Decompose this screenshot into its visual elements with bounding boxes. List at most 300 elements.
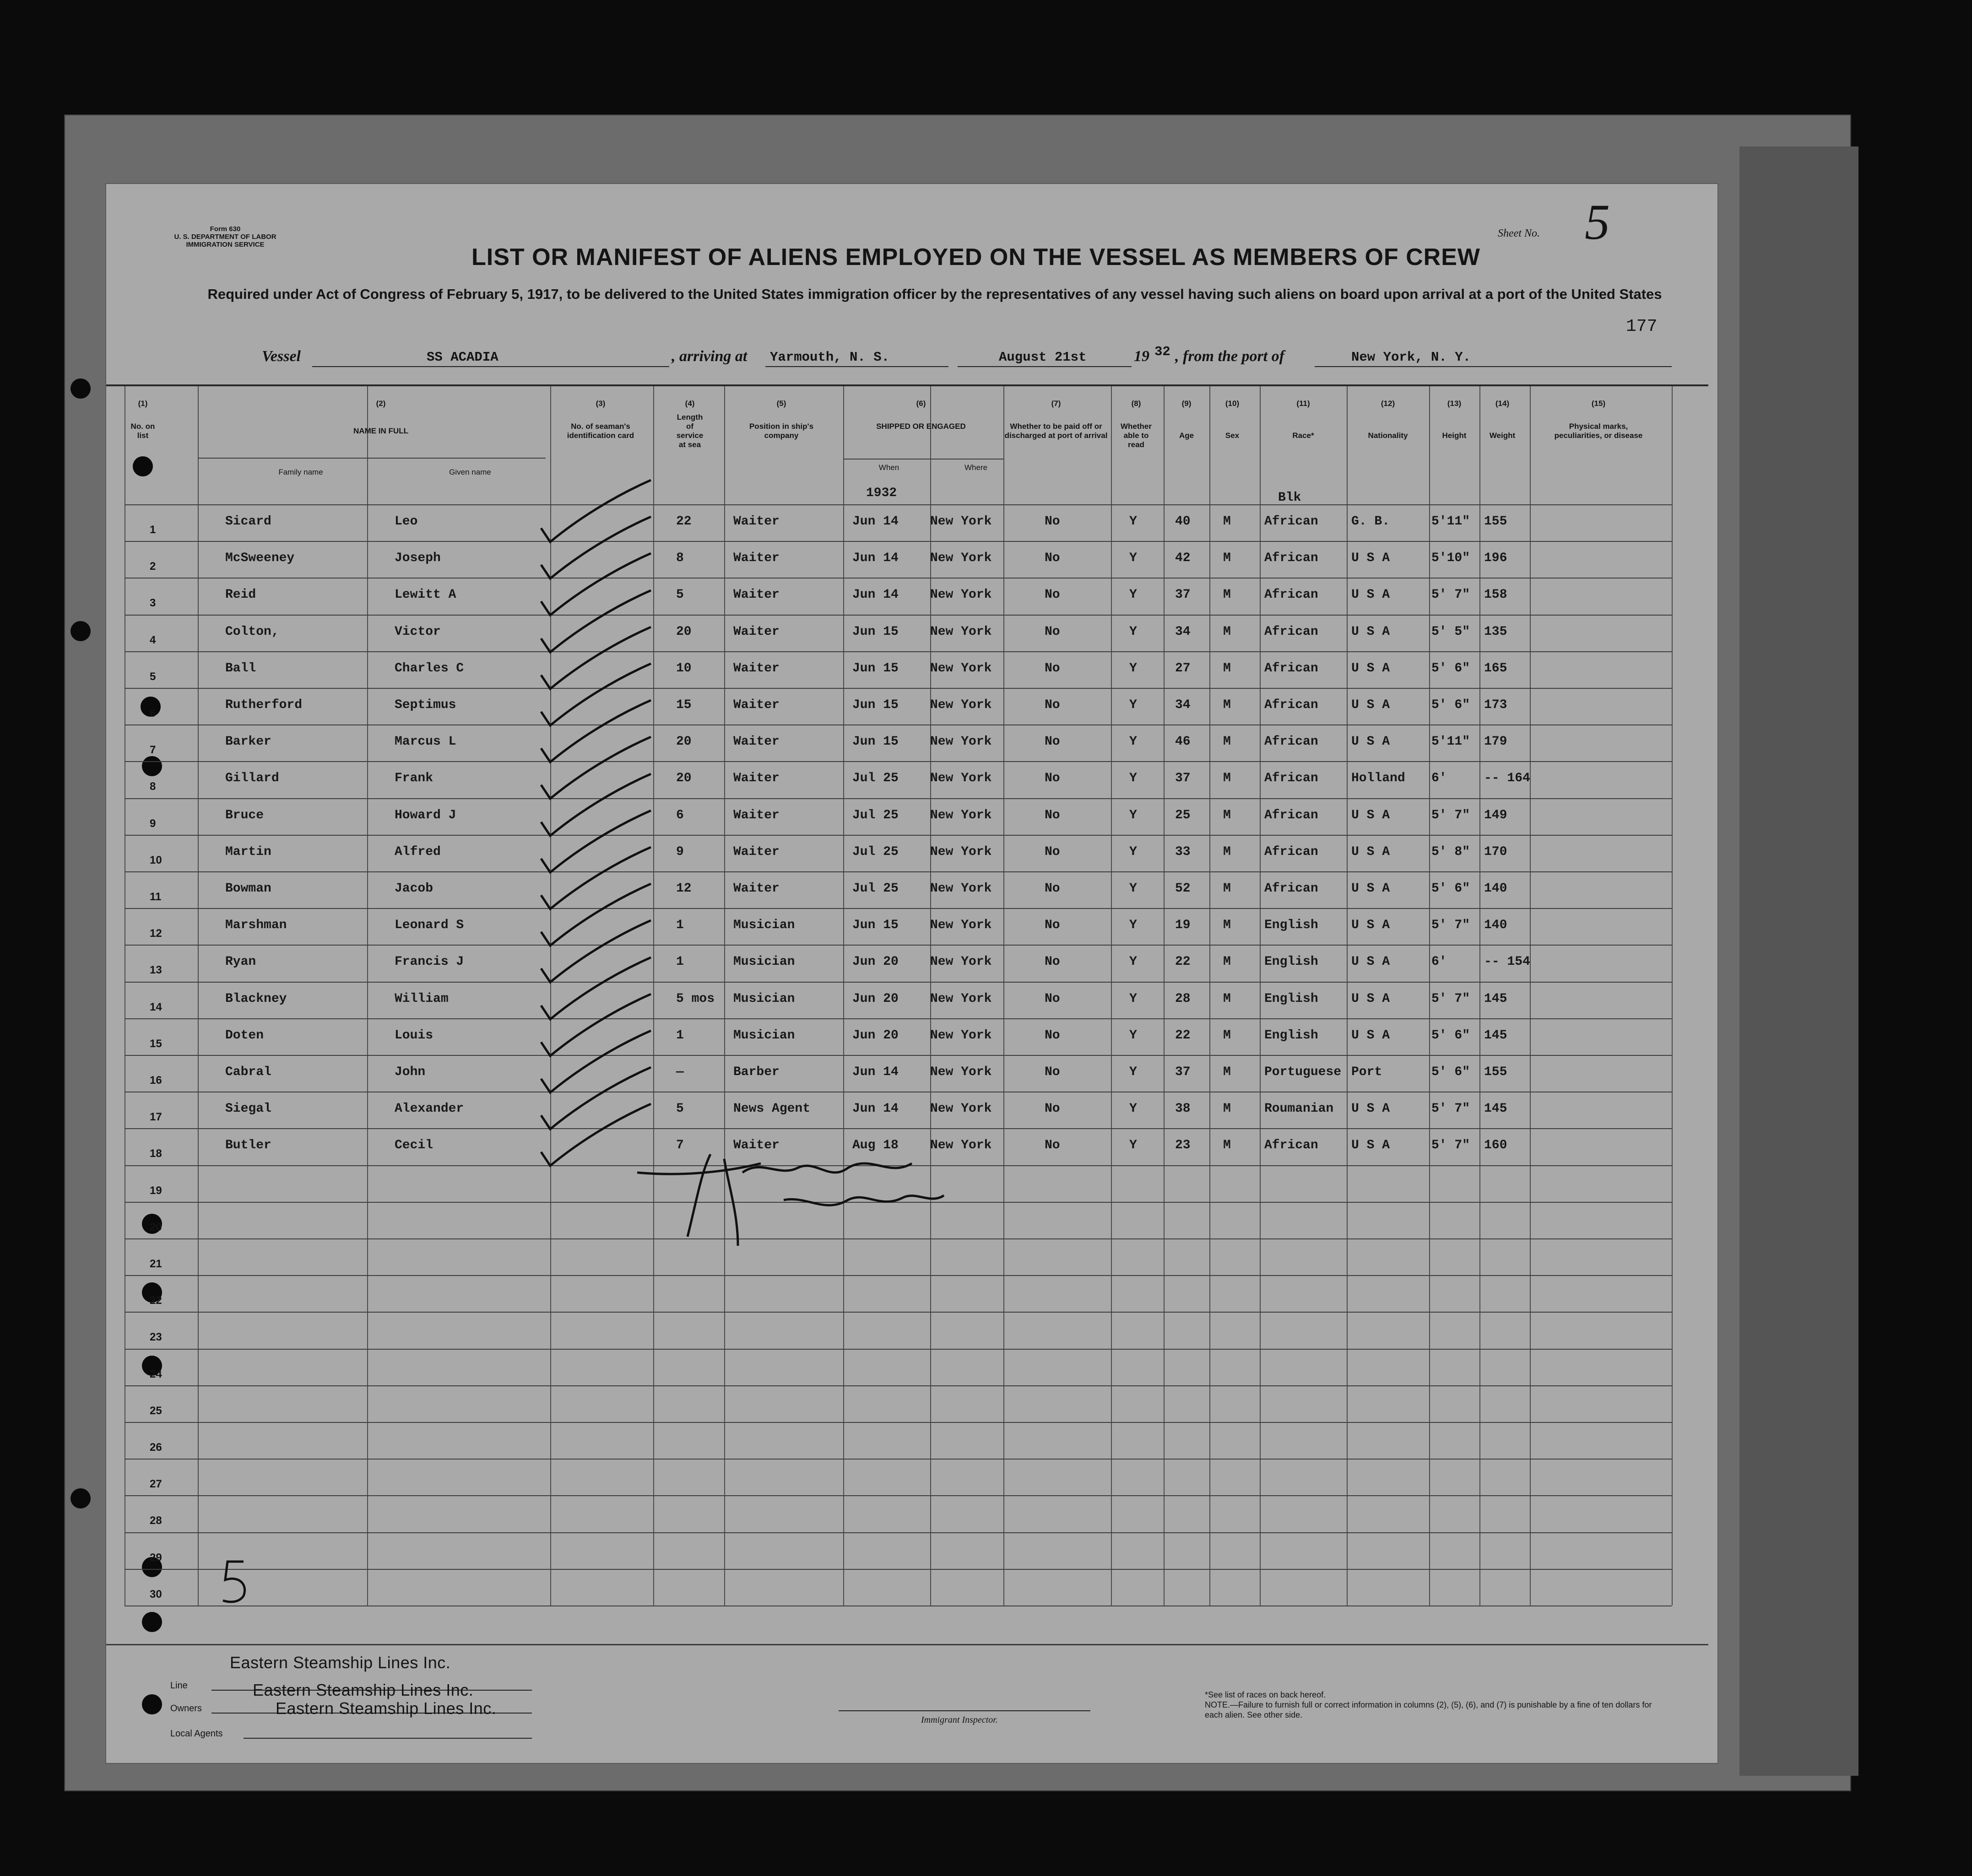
form-header [170,225,280,249]
sheet-number: 5 [1585,194,1610,250]
given-name-cell: Howard J [395,808,456,822]
shipped-where-cell: New York [930,1065,992,1079]
row-number: 1 [150,524,156,536]
able-to-read-cell: Y [1129,588,1137,602]
col8-header: (8) Whether able to read [1121,399,1152,449]
age-cell: 37 [1175,588,1191,602]
inspector-signature [633,1145,953,1264]
age-cell: 28 [1175,991,1191,1006]
nationality-cell: Port [1351,1065,1382,1079]
weight-cell: 145 [1484,1028,1507,1043]
nationality-cell: U S A [1351,955,1390,969]
race-cell: African [1264,881,1318,896]
row-number: 7 [150,744,156,757]
punch-hole [142,1694,162,1714]
page-subtitle: Required under Act of Congress of February 5, 1917, to be delivered to the United States immigration officer by the representatives of any vessel having such aliens on board upon arrival at a port of the United States [207,286,1662,302]
height-cell: 5' 7" [1431,1102,1470,1116]
given-name-cell: Cecil [395,1138,433,1153]
shipped-where-cell: New York [930,624,992,639]
service-cell: 1 [676,955,684,969]
family-name-cell: Gillard [225,771,279,786]
punch-hole [133,456,153,476]
row-number: 27 [150,1478,162,1491]
inspector-rule [839,1710,1090,1711]
row-rule [125,1055,1672,1056]
given-name-cell: Jacob [395,881,433,896]
column-rule [1672,386,1673,1606]
height-cell: 5' 7" [1431,1138,1470,1153]
race-cell: English [1264,955,1318,969]
position-cell: Musician [733,955,795,969]
height-cell: 5' 6" [1431,1028,1470,1043]
sex-cell: M [1223,735,1231,749]
punch-hole [142,1612,162,1632]
age-cell: 46 [1175,735,1191,749]
weight-cell: 179 [1484,735,1507,749]
weight-cell: 140 [1484,918,1507,933]
position-cell: Waiter [733,881,780,896]
row-number: 25 [150,1404,162,1417]
row-rule [125,871,1672,872]
age-cell: 42 [1175,551,1191,566]
sex-cell: M [1223,1065,1231,1079]
arriving-label: , arriving at [672,348,748,365]
race-footnote: *See list of races on back hereof. [1205,1690,1326,1699]
row-rule [125,761,1672,762]
paid-off-cell: No [1045,1065,1060,1079]
col2-family-header: Family name [278,468,323,476]
row-number: 15 [150,1037,162,1050]
department: U. S. DEPARTMENT OF LABOR [174,233,276,241]
agents-label: Local Agents [170,1729,223,1739]
service-cell: 5 [676,1102,684,1116]
given-name-cell: William [395,991,449,1006]
height-cell: 5' 6" [1431,698,1470,712]
race-note: Blk [1278,491,1301,505]
position-cell: Waiter [733,1138,780,1153]
nationality-cell: U S A [1351,881,1390,896]
service-cell: 20 [676,624,692,639]
line-label: Line [170,1681,188,1691]
row-rule [125,1532,1672,1533]
height-cell: 5'11" [1431,735,1470,749]
nationality-cell: Holland [1351,771,1405,786]
service-cell: 6 [676,808,684,822]
col12-header: (12) Nationality [1368,399,1408,440]
paid-off-cell: No [1045,991,1060,1006]
shipped-when-cell: Jun 14 [852,1065,899,1079]
row-rule [125,688,1672,689]
service-cell: 1 [676,1028,684,1043]
race-cell: African [1264,771,1318,786]
back-sheet-edge [1739,146,1858,1776]
family-name-cell: Doten [225,1028,264,1043]
race-cell: African [1264,735,1318,749]
sex-cell: M [1223,881,1231,896]
able-to-read-cell: Y [1129,514,1137,529]
paid-off-cell: No [1045,588,1060,602]
position-cell: Waiter [733,588,780,602]
shipped-where-cell: New York [930,698,992,712]
age-cell: 25 [1175,808,1191,822]
paid-off-cell: No [1045,844,1060,859]
height-cell: 5' 6" [1431,661,1470,676]
vessel-name: SS ACADIA [427,350,498,365]
age-cell: 34 [1175,698,1191,712]
able-to-read-cell: Y [1129,844,1137,859]
shipped-where-cell: New York [930,1138,992,1153]
col15-header: (15) Physical marks, peculiarities, or disease [1554,399,1643,440]
paid-off-cell: No [1045,624,1060,639]
race-cell: African [1264,661,1318,676]
sex-cell: M [1223,551,1231,566]
shipped-where-cell: New York [930,1102,992,1116]
given-name-cell: Marcus L [395,735,456,749]
nationality-cell: U S A [1351,1028,1390,1043]
position-cell: Musician [733,1028,795,1043]
row-rule [125,1495,1672,1496]
given-name-cell: Joseph [395,551,441,566]
penalty-note: NOTE.—Failure to furnish full or correct information in columns (2), (5), (6), and (7) is punishable by a fine of ten dollars for each alien. See other side. [1205,1700,1652,1719]
row-rule [125,1275,1672,1276]
given-name-cell: Lewitt A [395,588,456,602]
race-cell: African [1264,1138,1318,1153]
service-cell: 15 [676,698,692,712]
row-number: 16 [150,1074,162,1087]
service-cell: 20 [676,771,692,786]
row-rule [125,1385,1672,1386]
family-name-cell: Sicard [225,514,271,529]
height-cell: 5' 6" [1431,881,1470,896]
row-number: 28 [150,1514,162,1527]
family-name-cell: Marshman [225,918,287,933]
age-cell: 40 [1175,514,1191,529]
weight-cell: 170 [1484,844,1507,859]
shipped-when-cell: Jun 20 [852,991,899,1006]
service-cell: 8 [676,551,684,566]
col10-header: (10) Sex [1225,399,1240,440]
paid-off-cell: No [1045,514,1060,529]
family-name-cell: Bowman [225,881,271,896]
table-top-rule [106,384,1708,386]
row-number: 29 [150,1551,162,1564]
shipped-where-cell: New York [930,918,992,933]
position-cell: Waiter [733,661,780,676]
row-rule [125,835,1672,836]
nationality-cell: U S A [1351,1138,1390,1153]
row-rule [125,1349,1672,1350]
paid-off-cell: No [1045,918,1060,933]
shipped-when-cell: Jun 20 [852,1028,899,1043]
weight-cell: -- 164 [1484,771,1530,786]
shipped-where-cell: New York [930,771,992,786]
race-cell: English [1264,1028,1318,1043]
handwritten-five [216,1557,257,1607]
age-cell: 33 [1175,844,1191,859]
row-rule [125,651,1672,652]
race-cell: Roumanian [1264,1102,1334,1116]
given-name-cell: Frank [395,771,433,786]
arrival-year: 32 [1154,344,1170,359]
position-cell: Waiter [733,771,780,786]
row-number: 4 [150,633,156,646]
date-line [958,366,1132,367]
weight-cell: 145 [1484,991,1507,1006]
position-cell: Musician [733,918,795,933]
height-cell: 5' 7" [1431,918,1470,933]
page-title: LIST OR MANIFEST OF ALIENS EMPLOYED ON THE VESSEL AS MEMBERS OF CREW [471,244,1480,270]
shipped-when-cell: Jun 15 [852,624,899,639]
paid-off-cell: No [1045,881,1060,896]
shipped-where-cell: New York [930,1028,992,1043]
service-cell: 12 [676,881,692,896]
row-rule [125,1128,1672,1129]
row-number: 11 [150,891,162,903]
owners-stamp: Eastern Steamship Lines Inc. [253,1681,474,1699]
row-rule [125,1569,1672,1570]
service-cell: 10 [676,661,692,676]
paid-off-cell: No [1045,771,1060,786]
row-rule [125,1422,1672,1423]
able-to-read-cell: Y [1129,551,1137,566]
row-number: 30 [150,1588,162,1600]
shipped-where-cell: New York [930,955,992,969]
paid-off-cell: No [1045,661,1060,676]
weight-cell: 135 [1484,624,1507,639]
from-port: New York, N. Y. [1351,350,1471,365]
age-cell: 27 [1175,661,1191,676]
col6-where-header: Where [964,463,988,472]
row-number: 13 [150,964,162,977]
height-cell: 6' [1431,771,1447,786]
weight-cell: 155 [1484,514,1507,529]
height-cell: 5' 7" [1431,991,1470,1006]
position-cell: Waiter [733,808,780,822]
weight-cell: 196 [1484,551,1507,566]
nationality-cell: U S A [1351,624,1390,639]
service-cell: 5 [676,588,684,602]
shipped-when-cell: Aug 18 [852,1138,899,1153]
position-cell: Waiter [733,514,780,529]
vessel-label: Vessel [262,348,301,365]
position-cell: Musician [733,991,795,1006]
row-number: 3 [150,597,156,610]
shipped-when-cell: Jun 14 [852,551,899,566]
row-number: 20 [150,1221,162,1233]
shipped-when-cell: Jul 25 [852,844,899,859]
row-number: 18 [150,1147,162,1160]
height-cell: 5' 7" [1431,588,1470,602]
row-rule [125,504,1672,505]
height-cell: 5' 7" [1431,808,1470,822]
paid-off-cell: No [1045,551,1060,566]
able-to-read-cell: Y [1129,1102,1137,1116]
weight-cell: 160 [1484,1138,1507,1153]
col9-header: (9) Age [1179,399,1194,440]
manifest-sheet [105,183,1718,1764]
arriving-port: Yarmouth, N. S. [770,350,890,365]
race-cell: African [1264,551,1318,566]
age-cell: 22 [1175,955,1191,969]
age-cell: 34 [1175,624,1191,639]
able-to-read-cell: Y [1129,624,1137,639]
paid-off-cell: No [1045,1102,1060,1116]
punch-hole [142,756,162,776]
weight-cell: 149 [1484,808,1507,822]
weight-cell: 145 [1484,1102,1507,1116]
nationality-cell: U S A [1351,551,1390,566]
nationality-cell: U S A [1351,808,1390,822]
family-name-cell: Cabral [225,1065,271,1079]
shipped-when-cell: Jun 15 [852,918,899,933]
col6-when-header: When [878,463,899,472]
sex-cell: M [1223,918,1231,933]
paid-off-cell: No [1045,955,1060,969]
row-number: 19 [150,1184,162,1197]
punch-hole [70,621,91,641]
weight-cell: 158 [1484,588,1507,602]
position-cell: Waiter [733,735,780,749]
row-number: 5 [150,670,156,683]
family-name-cell: Martin [225,844,271,859]
sex-cell: M [1223,1102,1231,1116]
age-cell: 38 [1175,1102,1191,1116]
nationality-cell: U S A [1351,918,1390,933]
sex-cell: M [1223,771,1231,786]
given-name-cell: Charles C [395,661,464,676]
race-cell: English [1264,991,1318,1006]
race-cell: African [1264,588,1318,602]
shipped-where-cell: New York [930,661,992,676]
row-number: 21 [150,1258,162,1270]
shipped-where-cell: New York [930,551,992,566]
form-number: Form 630 [210,225,241,233]
nationality-cell: U S A [1351,735,1390,749]
row-number: 8 [150,780,156,793]
shipped-where-cell: New York [930,881,992,896]
shipped-where-cell: New York [930,844,992,859]
sex-cell: M [1223,624,1231,639]
col13-header: (13) Height [1442,399,1467,440]
row-number: 17 [150,1111,162,1124]
col14-header: (14) Weight [1489,399,1516,440]
nationality-cell: U S A [1351,991,1390,1006]
sex-cell: M [1223,661,1231,676]
col2-given-header: Given name [449,468,491,476]
sex-cell: M [1223,514,1231,529]
race-cell: English [1264,918,1318,933]
family-name-cell: McSweeney [225,551,295,566]
shipped-when-cell: Jun 15 [852,698,899,712]
col6-header: (6) SHIPPED OR ENGAGED [876,399,966,431]
height-cell: 5'11" [1431,514,1470,529]
family-name-cell: Bruce [225,808,264,822]
given-name-cell: Louis [395,1028,433,1043]
able-to-read-cell: Y [1129,771,1137,786]
age-cell: 52 [1175,881,1191,896]
row-number: 14 [150,1000,162,1013]
family-name-cell: Rutherford [225,698,303,712]
shipped-where-cell: New York [930,735,992,749]
position-cell: Waiter [733,624,780,639]
service-cell: 1 [676,918,684,933]
from-port-line [1315,366,1672,367]
service-cell: 22 [676,514,692,529]
service-cell: 7 [676,1138,684,1153]
weight-cell: 155 [1484,1065,1507,1079]
row-rule [125,945,1672,946]
punch-hole [70,378,91,399]
sex-cell: M [1223,698,1231,712]
vessel-line [312,366,669,367]
service-cell: 5 mos [676,991,715,1006]
given-name-cell: Septimus [395,698,456,712]
age-cell: 19 [1175,918,1191,933]
sex-cell: M [1223,844,1231,859]
row-number: 22 [150,1294,162,1307]
able-to-read-cell: Y [1129,881,1137,896]
able-to-read-cell: Y [1129,1138,1137,1153]
shipped-where-cell: New York [930,514,992,529]
weight-cell: 140 [1484,881,1507,896]
header-subrule [198,458,546,459]
row-number: 23 [150,1331,162,1344]
line-stamp: Eastern Steamship Lines Inc. [230,1653,451,1672]
row-rule [125,724,1672,725]
position-cell: Waiter [733,551,780,566]
family-name-cell: Ryan [225,955,256,969]
paid-off-cell: No [1045,735,1060,749]
given-name-cell: Francis J [395,955,464,969]
col2-header: (2) NAME IN FULL [353,399,408,435]
race-cell: African [1264,808,1318,822]
row-number: 12 [150,927,162,940]
row-rule [125,615,1672,616]
inspector-label: Immigrant Inspector. [921,1715,998,1725]
given-name-cell: Leo [395,514,418,529]
sex-cell: M [1223,808,1231,822]
age-cell: 22 [1175,1028,1191,1043]
shipped-when-cell: Jul 25 [852,771,899,786]
paid-off-cell: No [1045,698,1060,712]
row-rule [125,1018,1672,1019]
arrival-date: August 21st [999,350,1087,365]
able-to-read-cell: Y [1129,661,1137,676]
sex-cell: M [1223,588,1231,602]
shipped-when-cell: Jul 25 [852,808,899,822]
weight-cell: 173 [1484,698,1507,712]
shipped-when-cell: Jun 14 [852,514,899,529]
sex-cell: M [1223,1138,1231,1153]
shipped-when-cell: Jun 20 [852,955,899,969]
height-cell: 5'10" [1431,551,1470,566]
nationality-cell: U S A [1351,661,1390,676]
race-cell: African [1264,514,1318,529]
family-name-cell: Blackney [225,991,287,1006]
agents-rule [244,1738,532,1739]
year-prefix: 19 [1134,348,1149,365]
agents-stamp: Eastern Steamship Lines Inc. [276,1699,497,1718]
weight-cell: -- 154 [1484,955,1530,969]
given-name-cell: Alfred [395,844,441,859]
family-name-cell: Reid [225,588,256,602]
able-to-read-cell: Y [1129,1065,1137,1079]
able-to-read-cell: Y [1129,808,1137,822]
able-to-read-cell: Y [1129,735,1137,749]
shipped-year: 1932 [866,486,897,500]
paid-off-cell: No [1045,1138,1060,1153]
shipped-when-cell: Jun 15 [852,735,899,749]
